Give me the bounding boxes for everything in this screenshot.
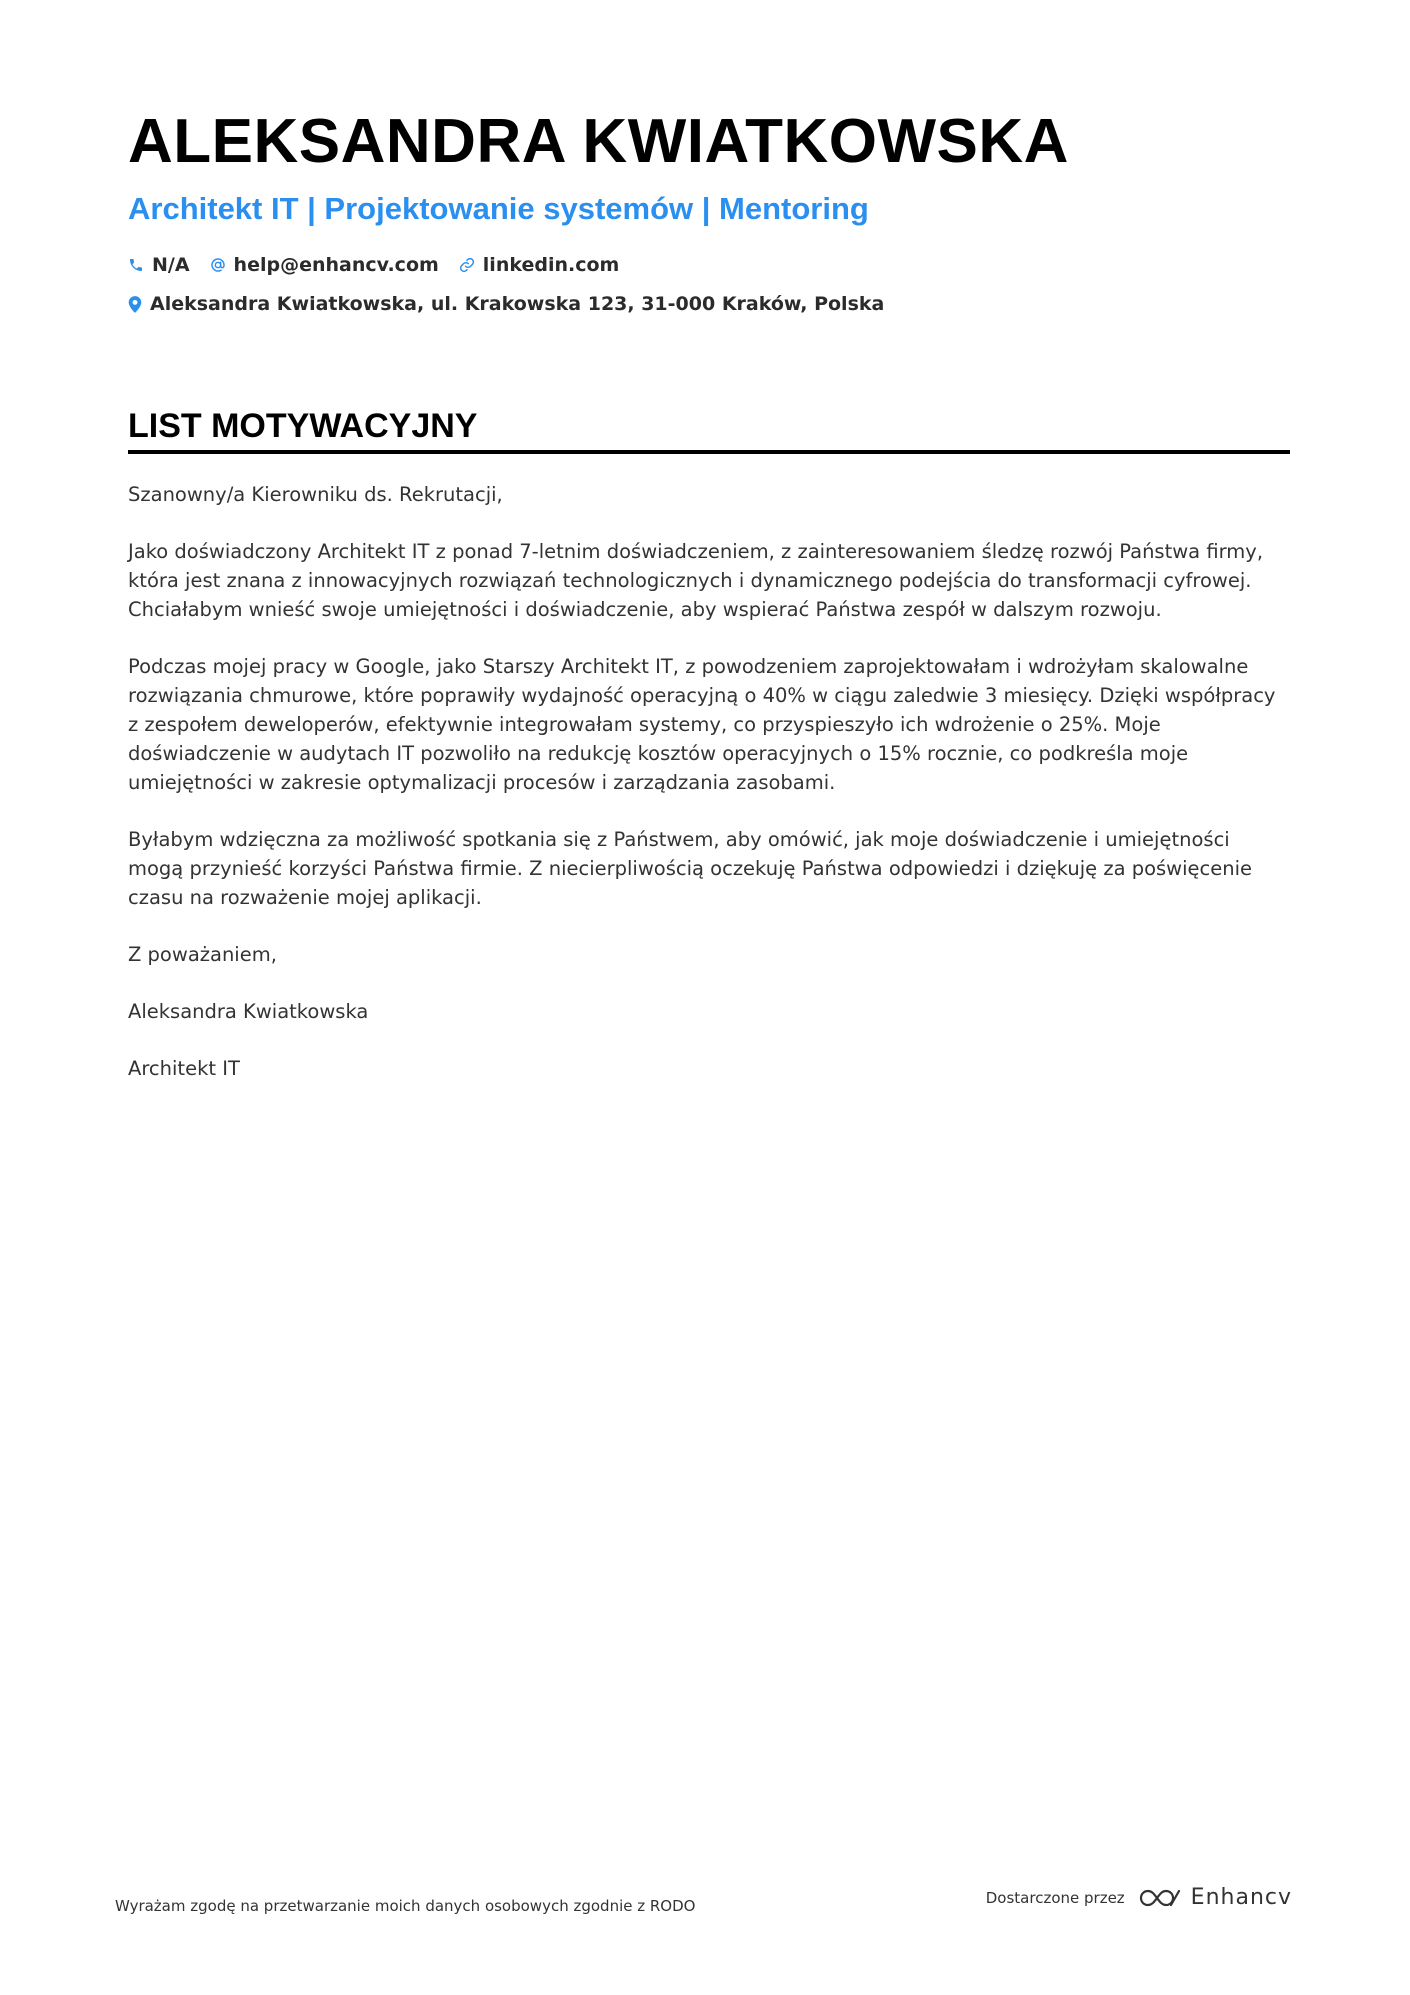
closing-phrase: Z poważaniem,: [128, 943, 277, 966]
link-icon: [459, 257, 475, 273]
letter-body: [128, 480, 1288, 1111]
candidate-name: ALEKSANDRA KWIATKOWSKA: [128, 107, 1069, 176]
location-pin-icon: [128, 296, 142, 313]
paragraph-experience: Podczas mojej pracy w Google, jako Starszy Architekt IT, z powodzeniem zaprojektowałam i wdrożyłam skalowalne rozwiązania chmurowe, które poprawiły wydajność operacyjną o 40% w ciągu zaledwie 3 miesięcy. Dzięki współpracy z zespołem deweloperów, efektywnie integrowałam systemy, co przyspieszyło ich wdrożenie o 25%. Moje doświadczenie w audytach IT pozwoliło na redukcję kosztów operacyjnych o 15% rocznie, co podkreśla moje umiejętności w zakresie optymalizacji procesów i zarządzania zasobami.: [128, 655, 1276, 794]
paragraph-closing: Byłabym wdzięczna za możliwość spotkania się z Państwem, aby omówić, jak moje doświadczenie i umiejętności mogą przynieść korzyści Państwa firmie. Z niecierpliwością oczekuję Państwa odpowiedzi i dziękuję za poświęcenie czasu na rozważenie mojej aplikacji.: [128, 828, 1253, 909]
link-value[interactable]: linkedin.com: [482, 254, 620, 276]
paragraph-intro: Jako doświadczony Architekt IT z ponad 7-letnim doświadczeniem, z zainteresowaniem śledzę rozwój Państwa firmy, która jest znana z innowacyjnych rozwiązań technologicznych i dynamicznego podejścia do transformacji cyfrowej. Chciałabym wnieść swoje umiejętności i doświadczenie, aby wspierać Państwa zespół w dalszym rozwoju.: [128, 540, 1264, 621]
brand-name: Enhancv: [1190, 1885, 1292, 1910]
section-title: LIST MOTYWACYJNY: [128, 407, 478, 445]
provided-by[interactable]: [986, 1885, 1292, 1910]
link-contact[interactable]: [459, 254, 620, 276]
contact-row: [128, 254, 639, 276]
enhancv-logo-icon: [1137, 1886, 1183, 1910]
salutation: Szanowny/a Kierowniku ds. Rekrutacji,: [128, 483, 503, 506]
candidate-headline: Architekt IT | Projektowanie systemów | Mentoring: [128, 191, 869, 226]
email-contact[interactable]: [210, 254, 439, 276]
address-contact: [128, 293, 884, 315]
signature-title: Architekt IT: [128, 1057, 240, 1080]
phone-value: N/A: [152, 254, 190, 276]
section-divider: [128, 450, 1290, 454]
provided-by-label: Dostarczone przez: [985, 1888, 1125, 1907]
gdpr-consent: Wyrażam zgodę na przetwarzanie moich danych osobowych zgodnie z RODO: [115, 1897, 696, 1915]
phone-icon: [128, 257, 144, 273]
email-value[interactable]: help@enhancv.com: [233, 254, 439, 276]
address-value: Aleksandra Kwiatkowska, ul. Krakowska 123, 31-000 Kraków, Polska: [150, 293, 885, 315]
phone-contact: [128, 254, 190, 276]
at-icon: [210, 257, 226, 273]
signature-name: Aleksandra Kwiatkowska: [128, 1000, 369, 1023]
address-row: [128, 293, 904, 315]
